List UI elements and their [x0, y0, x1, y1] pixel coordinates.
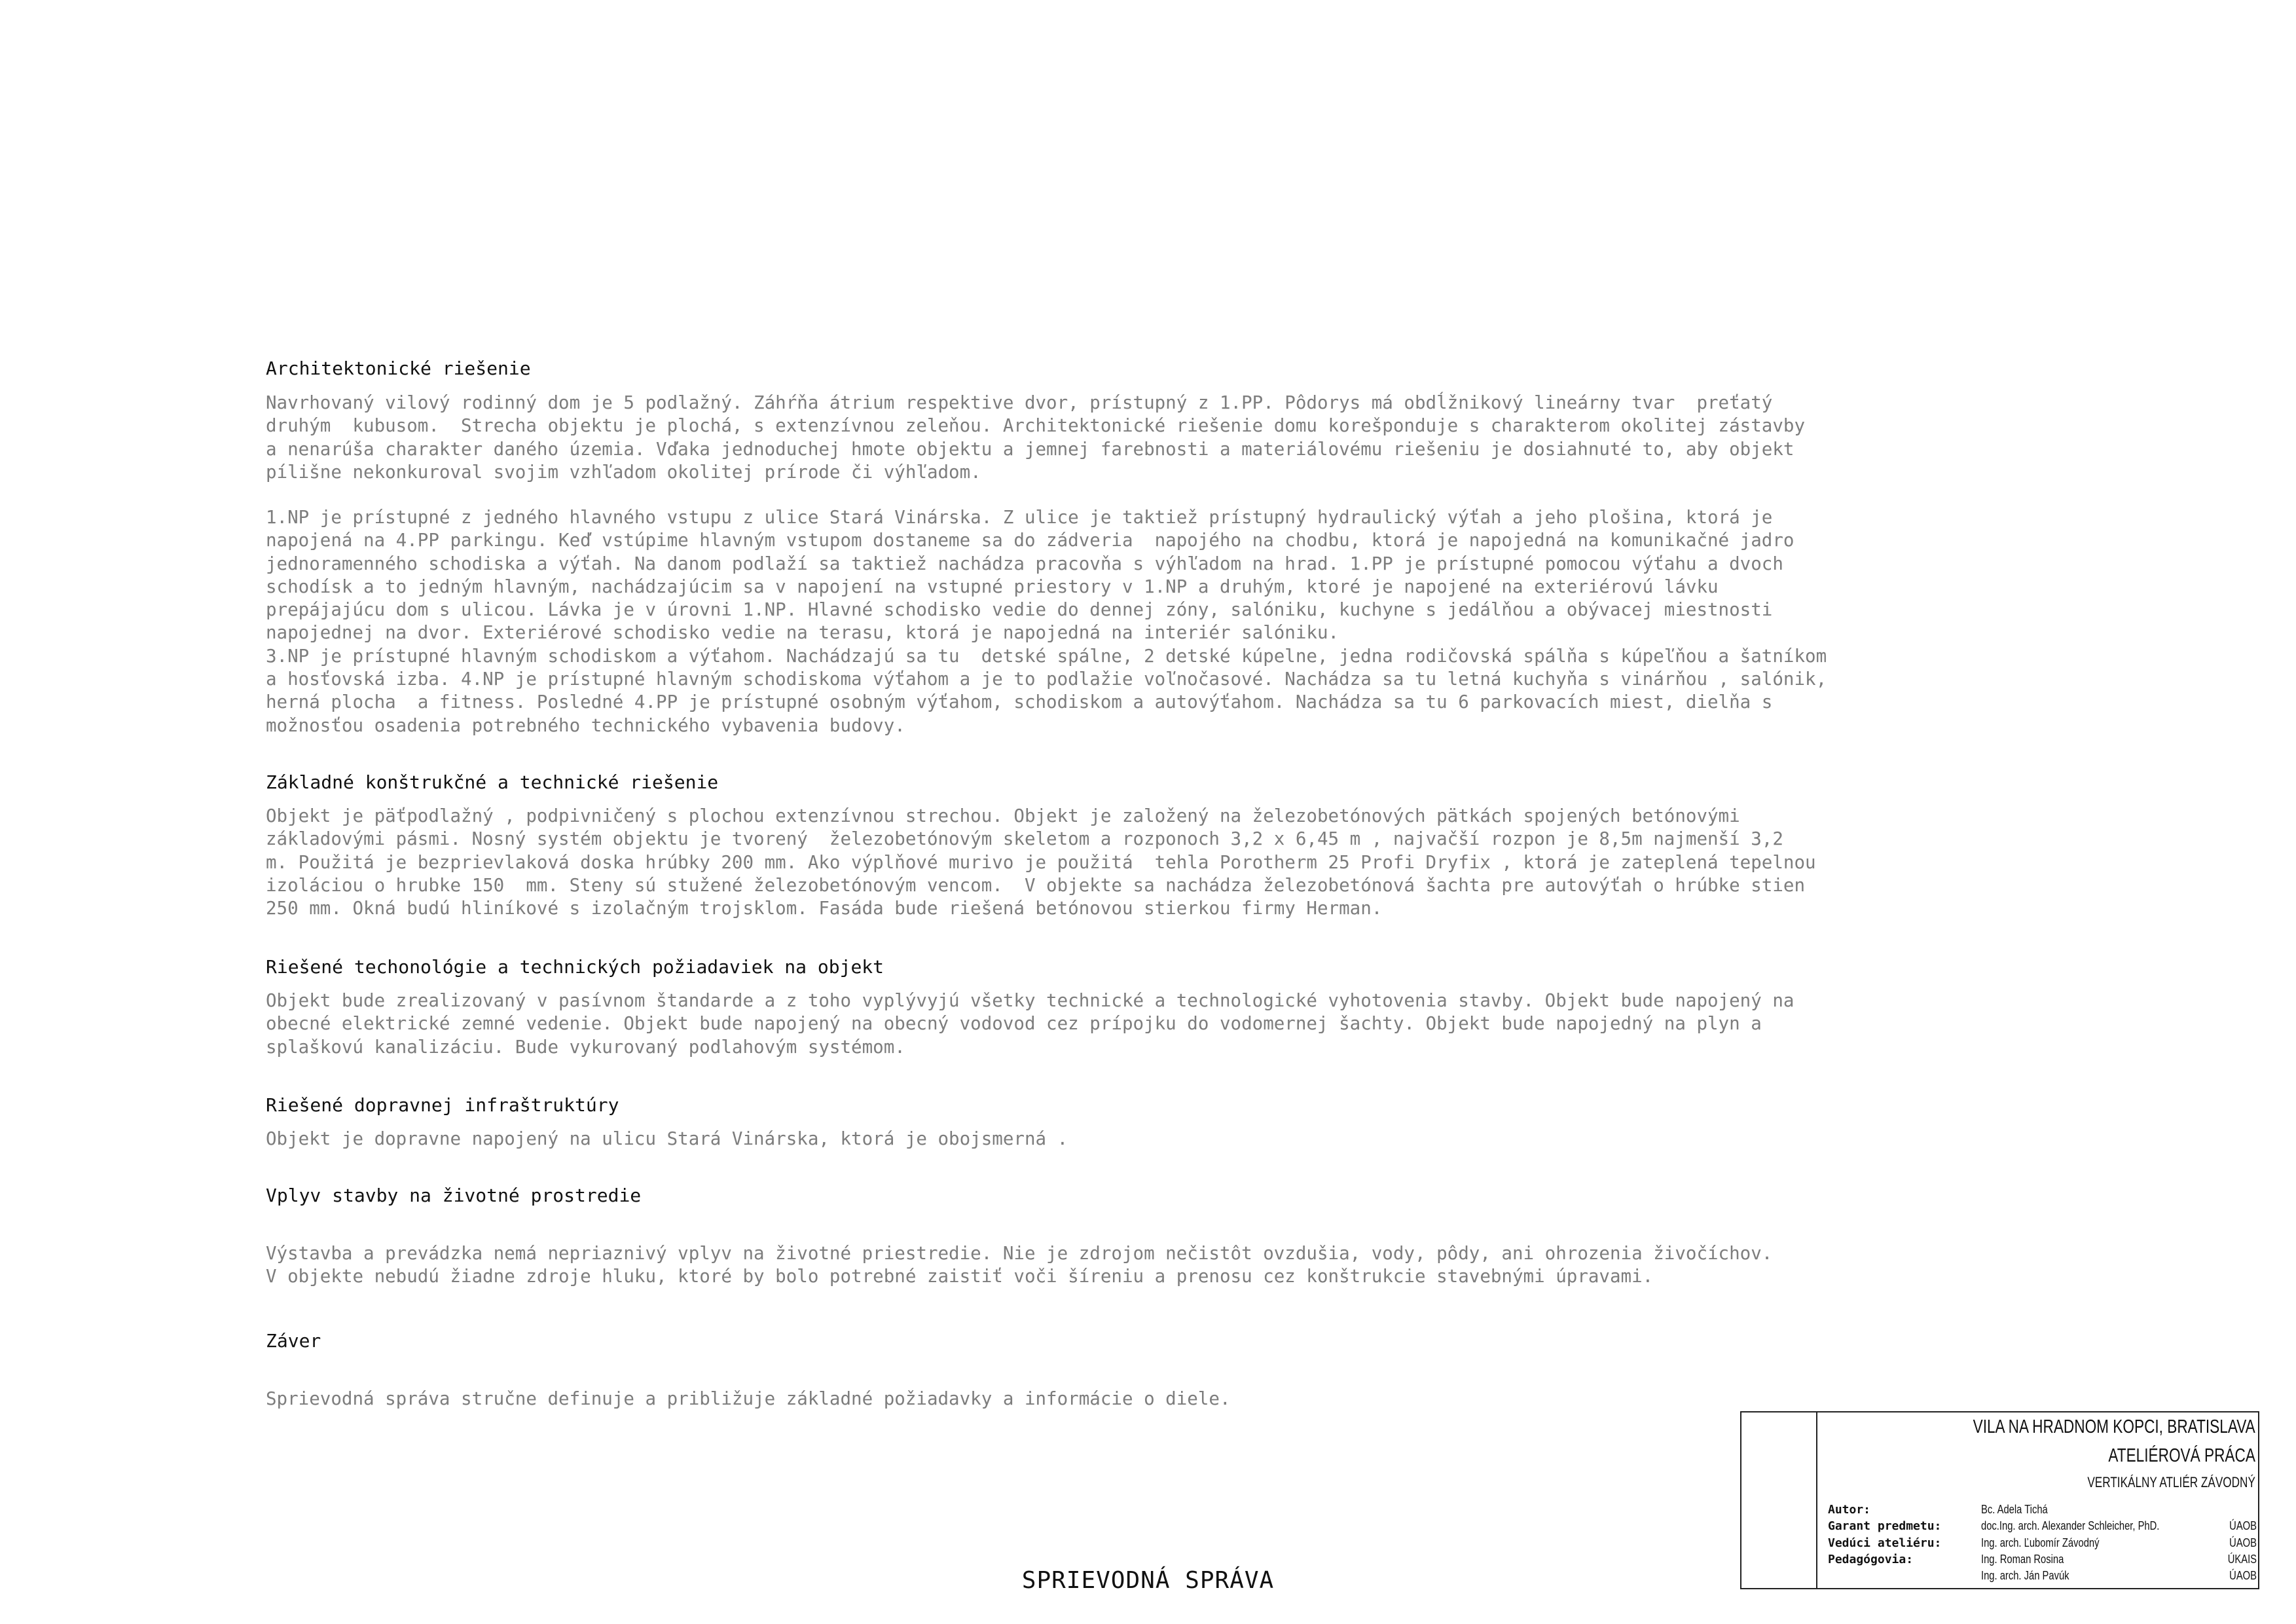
credits-role: Vedúci ateliéru: [1828, 1536, 1942, 1550]
text-line: prepájajúcu dom s ulicou. Lávka je v úrovni 1.NP. Hlavné schodisko vedie do dennej zóny, salóniku, kuchyne s jedálňou a obývacej miestnosti [266, 599, 1773, 621]
text-line: napojená na 4.PP parkingu. Keď vstúpime hlavným vstupom dostaneme sa do zádveria napojého na chodbu, ktorá je napojedná na komunikačné jadro [266, 530, 1795, 551]
credits-institute: ÚKAIS [2227, 1553, 2257, 1566]
text-line: Objekt bude zrealizovaný v pasívnom štandarde a z toho vyplývyjú všetky technické a technologické vyhotovenia stavby. Objekt bude napojený na [266, 990, 1795, 1011]
document-title: SPRIEVODNÁ SPRÁVA [1021, 1567, 1275, 1594]
text-line: izoláciou o hrubke 150 mm. Steny sú stužené železobetónovým vencom. V objekte sa nachádza železobetónová šachta pre autovýťah o hrúbke stien [266, 874, 1806, 896]
section-paragraph [266, 1388, 1888, 1411]
text-line: Výstavba a prevádzka nemá nepriaznivý vplyv na životné priestredie. Nie je zdrojom nečistôt ovzdušia, vody, pôdy, ani ohrozenia živočíchov. [266, 1243, 1773, 1264]
credits-name: Ing. arch. Ján Pavúk [1981, 1569, 2069, 1582]
credits-name: Ing. arch. Ľubomír Závodný [1981, 1536, 2100, 1549]
section-heading: Riešené techonológie a technických požiadaviek na objekt [266, 956, 884, 978]
text-line: V objekte nebudú žiadne zdroje hluku, ktoré by bolo potrebné zaistiť voči šíreniu a prenosu cez konštrukcie stavebnými úpravami. [266, 1266, 1654, 1287]
text-line: herná plocha a fitness. Posledné 4.PP je prístupné osobným výťahom, schodiskom a autovýťahom. Nachádza sa tu 6 parkovacích miest, dielňa s [266, 692, 1773, 713]
title-block-main [1817, 1412, 2258, 1588]
section-heading: Základné konštrukčné a technické riešenie [266, 771, 719, 793]
text-line: Navrhovaný vilový rodinný dom je 5 podlažný. Záhŕňa átrium respektive dvor, prístupný z 1.PP. Pôdorys má obdĺžnikový lineárny tvar preťatý [266, 392, 1773, 413]
text-line: a hosťovská izba. 4.NP je prístupné hlavným schodiskoma výťahom a je to podlažie voľnočasové. Nachádza sa tu letná kuchyňa s vinárňou , salónik, [266, 669, 1827, 690]
credits-name: Ing. Roman Rosina [1981, 1553, 2064, 1566]
credits-row [1828, 1503, 2258, 1520]
credits-role: Pedagógovia: [1828, 1553, 1914, 1566]
text-line: 3.NP je prístupné hlavným schodiskom a výťahom. Nachádzajú sa tu detské spálne, 2 detské kúpelne, jedna rodičovská spálňa s kúpeľňou a šatníkom [266, 645, 1827, 667]
section-paragraph [266, 1242, 1888, 1289]
text-line: Objekt je dopravne napojený na ulicu Stará Vinárska, ktorá je obojsmerná . [266, 1128, 1068, 1149]
section-paragraph [266, 506, 1888, 737]
credits-institute: ÚAOB [2229, 1519, 2257, 1532]
section-paragraph [266, 989, 1888, 1059]
section-paragraph [266, 1128, 1888, 1151]
text-line: obecné elektrické zemné vedenie. Objekt bude napojený na obecný vodovod cez prípojku do vodomernej šachty. Objekt bude napojedný na plyn a [266, 1013, 1762, 1035]
credits-row [1828, 1553, 2258, 1570]
text-line: 250 mm. Okná budú hliníkové s izolačným trojsklom. Fasáda bude riešená betónovou stierkou firmy Herman. [266, 898, 1383, 919]
text-line: splaškovú kanalizáciu. Bude vykurovaný podlahovým systémom. [266, 1036, 905, 1058]
credits-role: Autor: [1828, 1503, 1871, 1517]
text-line: možnosťou osadenia potrebného technického vybavenia budovy. [266, 714, 905, 736]
section-paragraph [266, 805, 1888, 920]
section-paragraph [266, 392, 1888, 484]
text-line: napojednej na dvor. Exteriérové schodisko vedie na terasu, ktorá je napojedná na interiér salóniku. [266, 622, 1339, 644]
text-line: druhým kubusom. Strecha objektu je plochá, s extenzívnou zeleňou. Architektonické riešenie domu korešponduje s charakterom okolitej zástavby [266, 415, 1806, 437]
section-heading: Architektonické riešenie [266, 358, 531, 379]
credits-institute: ÚAOB [2229, 1536, 2257, 1549]
text-line: jednoramenného schodiska a výťah. Na danom podlaží sa taktiež nachádza pracovňa s výhľadom na hrad. 1.PP je prístupné pomocou výťahu a dvoch [266, 553, 1783, 574]
studio-name: VERTIKÁLNY ATLIÉR ZÁVODNÝ [2087, 1474, 2255, 1490]
project-title: VILA NA HRADNOM KOPCI, BRATISLAVA [1973, 1416, 2255, 1437]
credits-name: Bc. Adela Tichá [1981, 1503, 2048, 1516]
text-line: schodísk a to jedným hlavným, nachádzajúcim sa v napojení na vstupné priestory v 1.NP a druhým, ktoré je napojené na exteriérovú lávku [266, 576, 1719, 597]
credits-role: Garant predmetu: [1828, 1519, 1942, 1533]
text-line: 1.NP je prístupné z jedného hlavného vstupu z ulice Stará Vinárska. Z ulice je taktiež prístupný hydraulický výťah a jeho plošina, ktorá je [266, 507, 1773, 528]
title-block [1740, 1411, 2259, 1589]
text-line: Objekt je päťpodlažný , podpivničený s plochou extenzívnou strechou. Objekt je založený na železobetónových pätkách spojených betónovými [266, 805, 1740, 826]
credits-row [1828, 1569, 2258, 1586]
credits-institute: ÚAOB [2229, 1569, 2257, 1582]
text-line: pílišne nekonkuroval svojim vzhľadom okolitej prírode či výhľadom. [266, 461, 981, 483]
section-heading: Riešené dopravnej infraštruktúry [266, 1094, 619, 1116]
credits-row [1828, 1536, 2258, 1553]
credits-name: doc.Ing. arch. Alexander Schleicher, PhD. [1981, 1519, 2160, 1532]
credits-row [1828, 1519, 2258, 1536]
text-line: m. Použitá je bezprievlaková doska hrúbky 200 mm. Ako výplňové murivo je použitá tehla Porotherm 25 Profi Dryfix , ktorá je zateplená tepelnou [266, 851, 1816, 873]
text-line: Sprievodná správa stručne definuje a približuje základné požiadavky a informácie o diele. [266, 1388, 1231, 1409]
section-heading: Záver [266, 1330, 321, 1352]
section-heading: Vplyv stavby na životné prostredie [266, 1185, 642, 1206]
work-type: ATELIÉROVÁ PRÁCA [2108, 1445, 2255, 1466]
text-line: základovými pásmi. Nosný systém objektu je tvorený železobetónovým skeletom a rozponoch 3,2 x 6,45 m , najvačší rozpon je 8,5m najmenší 3,2 [266, 828, 1783, 850]
text-line: a nenarúša charakter daného územia. Vďaka jednoduchej hmote objektu a jemnej farebnosti a materiálovému riešeniu je dosiahnuté to, aby objekt [266, 438, 1795, 460]
